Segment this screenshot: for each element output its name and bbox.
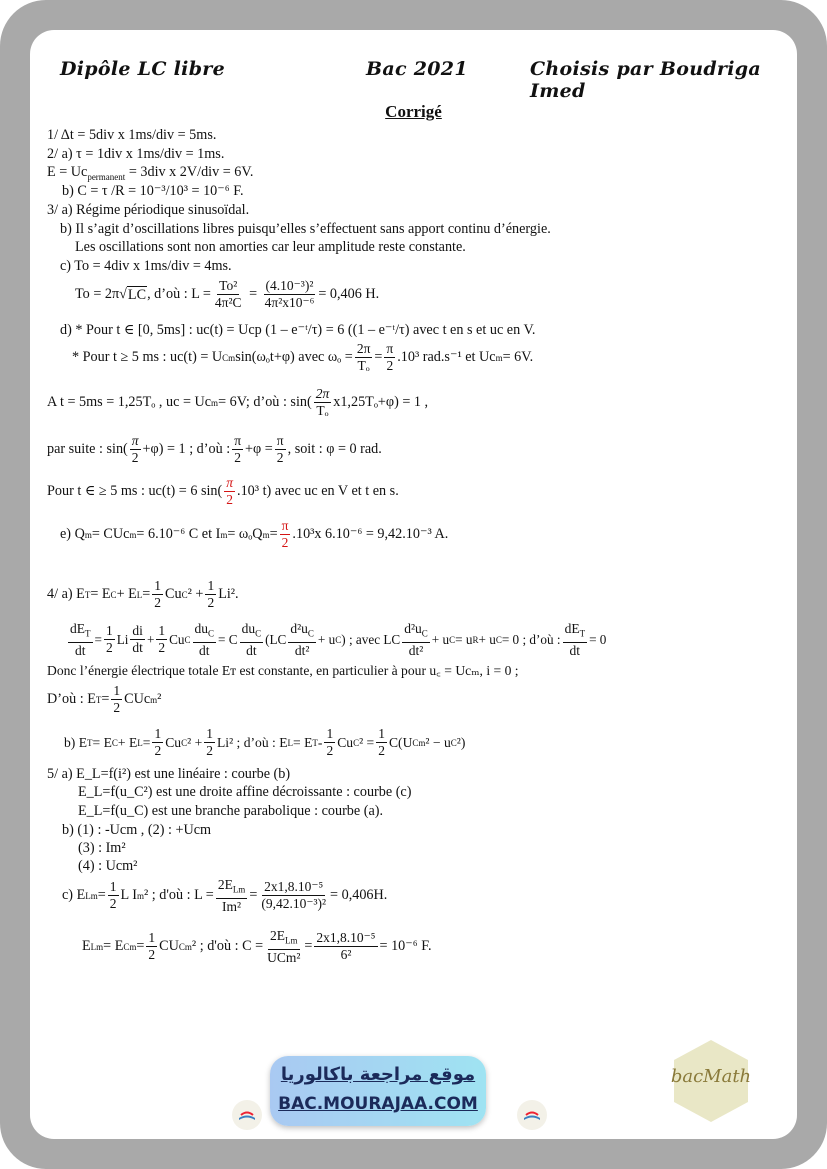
bacmath-logo-text: bacMath (670, 1066, 752, 1087)
line-2b: b) C = τ /R = 10⁻³/10³ = 10⁻⁶ F. (62, 183, 244, 199)
line-3c: c) To = 4div x 1ms/div = 4ms. (60, 258, 232, 274)
line-1: 1/ Δt = 5div x 1ms/div = 5ms. (47, 127, 217, 143)
line-3b: b) Il s’agit d’oscillations libres puisqu’elles s’effectuent sans apport continu d’énergie. (60, 221, 551, 237)
header-author: Choisis par Boudriga Imed (530, 58, 761, 102)
document-sheet (30, 30, 797, 1139)
formula-energy-max: D’où : E T = $\frac{1}{2}$ CUc m ² (47, 683, 162, 715)
line-5b: b) (1) : -Ucm , (2) : +Ucm (62, 822, 212, 838)
line-5b-3: (4) : Ucm² (78, 858, 138, 874)
document-title: Corrigé (385, 102, 442, 121)
line-2a: 2/ a) τ = 1div x 1ms/div = 1ms. (47, 146, 225, 162)
formula-charge: e) Q m = CUc m = 6.10⁻⁶ C et I m = ωₒQ m = $\frac{\pi}{2}$ .10³x 6.10⁻⁶ = 9,42.10⁻³ A. (60, 518, 449, 550)
line-energy-constant: Donc l’énergie électrique totale Eᴛ est constante, en particulier à pour u꜀ = Ucₘ, i = 0 ; (47, 663, 519, 678)
line-5a-3: E_L=f(u_C) est une branche parabolique : courbe (a). (78, 803, 384, 819)
line-5b-2: (3) : Im² (78, 840, 126, 856)
formula-uc-sin: * Pour t ≥ 5 ms : uc(t) = U Cm sin(ωₒt+φ) avec ωₒ = $\frac{2\pi}{\text{Tₒ}}$ = $\frac{\pi}{2}$ .10³ rad.s⁻¹ et Uc m = 6V. (72, 341, 534, 373)
formula-energy-total: 4/ a) E T = E C + E L = $\frac{1}{2}$ Cu C ² + $\frac{1}{2}$ Li². (47, 578, 239, 610)
line-3d: d) * Pour t ∈ [0, 5ms] : uc(t) = Ucp (1 – e⁻ᵗ/τ) = 6 ((1 – e⁻ᵗ/τ) avec t en s et uc en V. (60, 322, 536, 338)
line-2-E: $E = Uc_{permanent} = 3div$ x 2V/div = 6V. (47, 164, 254, 182)
header-topic: Dipôle LC libre (60, 58, 225, 80)
line-3b-2: Les oscillations sont non amorties car leur amplitude reste constante. (75, 239, 466, 255)
site-logo-icon-right (517, 1100, 547, 1130)
formula-period: To = 2π √ LC , d’où : L = $\frac{\text{To²}}{\text{4π²C}}$ = $\frac{\text{(4.10⁻³)²}}{\text{4π²x10⁻⁶}}$ = 0,406 H. (75, 278, 380, 310)
site-banner-link[interactable] (270, 1056, 486, 1126)
formula-derivative: $dE_T$ dt = $\frac{1}{2}$ Li di dt + $\frac{1}{2}$ Cu C $du_C$ dt = C $du_C$ dt (LC $d^2u_C$ dt² + u C ) ; avec LC $d^2u_C$ dt² + u C = u R + u C = 0 ; d’où : $dE_T$ dt = 0 (70, 621, 607, 658)
book-icon (232, 1100, 262, 1130)
site-logo-icon (232, 1100, 262, 1130)
line-5a-2: E_L=f(u_C²) est une droite affine décroissante : courbe (c) (78, 784, 412, 800)
site-banner-arabic: موقع مراجعة باكالوريا (280, 1064, 476, 1085)
formula-energy-b: b) E T = E C + E L = $\frac{1}{2}$ Cu C ² + $\frac{1}{2}$ Li² ; d’où : E L = E T - 1 2 Cu C ² = $\frac{1}{2}$ C(U Cm ² − u C ²) (64, 726, 466, 758)
header-year: Bac 2021 (366, 58, 468, 80)
line-3a: 3/ a) Régime périodique sinusoïdal. (47, 202, 250, 218)
formula-uc-final: Pour t ∈ ≥ 5 ms : uc(t) = 6 sin( π 2 .10³ t) avec uc en V et t en s. (47, 475, 399, 507)
book-icon (517, 1100, 547, 1130)
line-5a: 5/ a) E_L=f(i²) est une linéaire : courbe (b) (47, 766, 291, 782)
formula-phase: par suite : sin( π 2 +φ) = 1 ; d’où : π 2 +φ = $\frac{\pi}{2}$ , soit : φ = 0 rad. (47, 433, 382, 465)
bacmath-logo (668, 1038, 754, 1124)
formula-capacity: E Lm = E Cm = $\frac{1}{2}$ CU Cm ² ; d'où : C = $2E_{Lm}$ UCm² = $\frac{\text{2x1,8.10⁻⁵}}{\text{6²}}$ = 10⁻⁶ F. (82, 928, 432, 965)
formula-t5ms: A t = 5ms = 1,25Tₒ , uc = Uc m = 6V; d’où : sin( 2π Tₒ x1,25Tₒ+φ) = 1 , (47, 386, 429, 418)
site-banner-url: BAC.MOURAJAA.COM (278, 1094, 478, 1114)
formula-inductance: c) E Lm = $\frac{1}{2}$ L I m ² ; d'où : L = $2E_{Lm}$ Im² = $\frac{\text{2x1,8.10⁻⁵}}{\text{(9,42.10⁻³)²}}$ = 0,406H. (62, 877, 388, 914)
